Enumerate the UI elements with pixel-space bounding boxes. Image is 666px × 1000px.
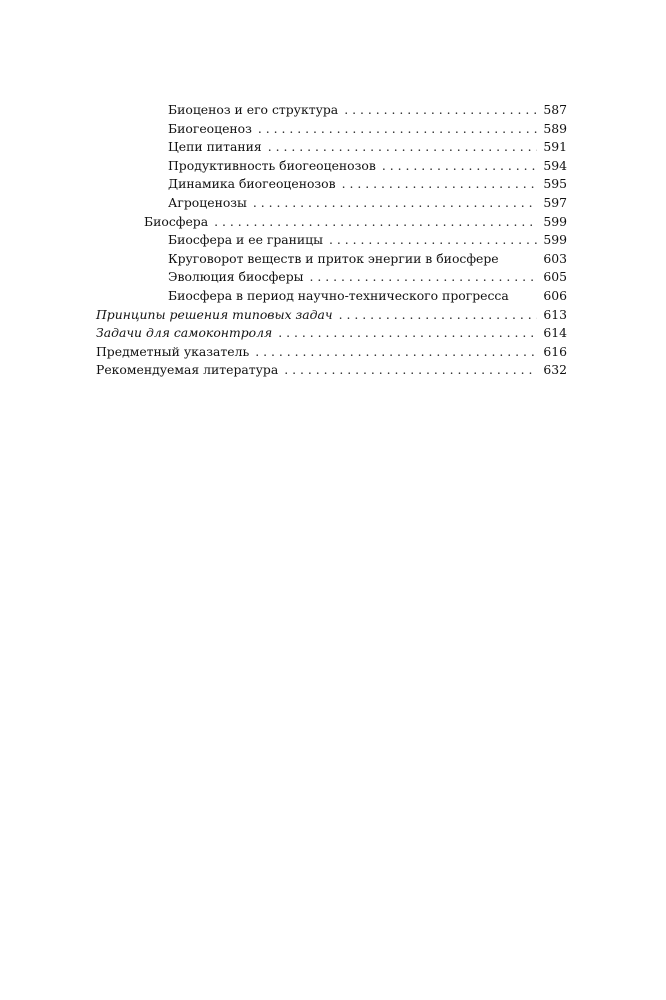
toc-entry-page: 613 [543, 306, 567, 322]
toc-entry-page: 587 [543, 102, 567, 117]
toc-dot-leader [208, 213, 537, 232]
toc-entry-page: 597 [543, 194, 567, 210]
toc-entry-page: 616 [543, 343, 567, 359]
toc-entry-title: Эволюция биосферы [168, 269, 304, 285]
toc-entry-page: 606 [543, 287, 567, 303]
toc-dot-leader [336, 175, 537, 194]
toc-entry [96, 101, 567, 120]
toc-entry [96, 268, 567, 287]
toc-top-entry [96, 324, 567, 343]
table-of-contents [96, 101, 567, 380]
toc-entry-page: 589 [543, 120, 567, 136]
toc-entry-title: Биоценоз и его структура [168, 102, 339, 117]
toc-entry [96, 120, 567, 139]
toc-top-entry [96, 306, 567, 325]
toc-dot-leader [333, 306, 537, 325]
toc-entry-title: Цепи питания [168, 139, 262, 155]
toc-dot-leader [272, 324, 537, 343]
toc-entry-page: 599 [543, 213, 567, 229]
toc-entry-page: 591 [543, 139, 567, 155]
toc-dot-leader [338, 101, 537, 120]
toc-entry-title: Продуктивность биогеоценозов [168, 157, 376, 173]
toc-section-entry [96, 213, 567, 232]
toc-entry [96, 231, 567, 250]
toc-dot-leader [262, 138, 537, 157]
toc-entry-page: 632 [543, 362, 567, 378]
toc-top-entry [96, 361, 567, 380]
toc-entry-title: Биосфера в период научно-технического прогресса [168, 287, 509, 303]
toc-entry [96, 157, 567, 176]
toc-entry-page: 614 [543, 325, 567, 341]
toc-entry-title: Динамика биогеоценозов [168, 176, 336, 192]
toc-entry [96, 250, 567, 269]
toc-dot-leader [278, 361, 537, 380]
toc-entry-page: 599 [543, 232, 567, 248]
toc-entry [96, 194, 567, 213]
toc-dot-leader [323, 231, 537, 250]
toc-entry-title: Круговорот веществ и приток энергии в биосфере [168, 250, 499, 266]
toc-entry [96, 287, 567, 306]
toc-dot-leader [304, 268, 538, 287]
toc-entry-page: 595 [543, 176, 567, 192]
toc-entry-page: 605 [543, 269, 567, 285]
toc-entry-title: Биосфера [144, 213, 209, 229]
toc-entry-title: Рекомендуемая литература [96, 362, 279, 378]
toc-entry-title: Агроценозы [168, 194, 247, 210]
toc-dot-leader [252, 120, 537, 139]
toc-entry-title: Принципы решения типовых задач [96, 306, 333, 322]
toc-entry [96, 175, 567, 194]
toc-dot-leader [376, 157, 537, 176]
toc-dot-leader [247, 194, 537, 213]
toc-top-entry [96, 343, 567, 362]
toc-entry-page: 594 [543, 157, 567, 173]
toc-entry-title: Предметный указатель [96, 343, 250, 359]
toc-entry-title: Задачи для самоконтроля [96, 325, 273, 341]
toc-entry [96, 138, 567, 157]
toc-entry-title: Биогеоценоз [168, 120, 252, 136]
toc-entry-page: 603 [543, 250, 567, 266]
toc-dot-leader [249, 343, 537, 362]
toc-entry-title: Биосфера и ее границы [168, 232, 324, 248]
